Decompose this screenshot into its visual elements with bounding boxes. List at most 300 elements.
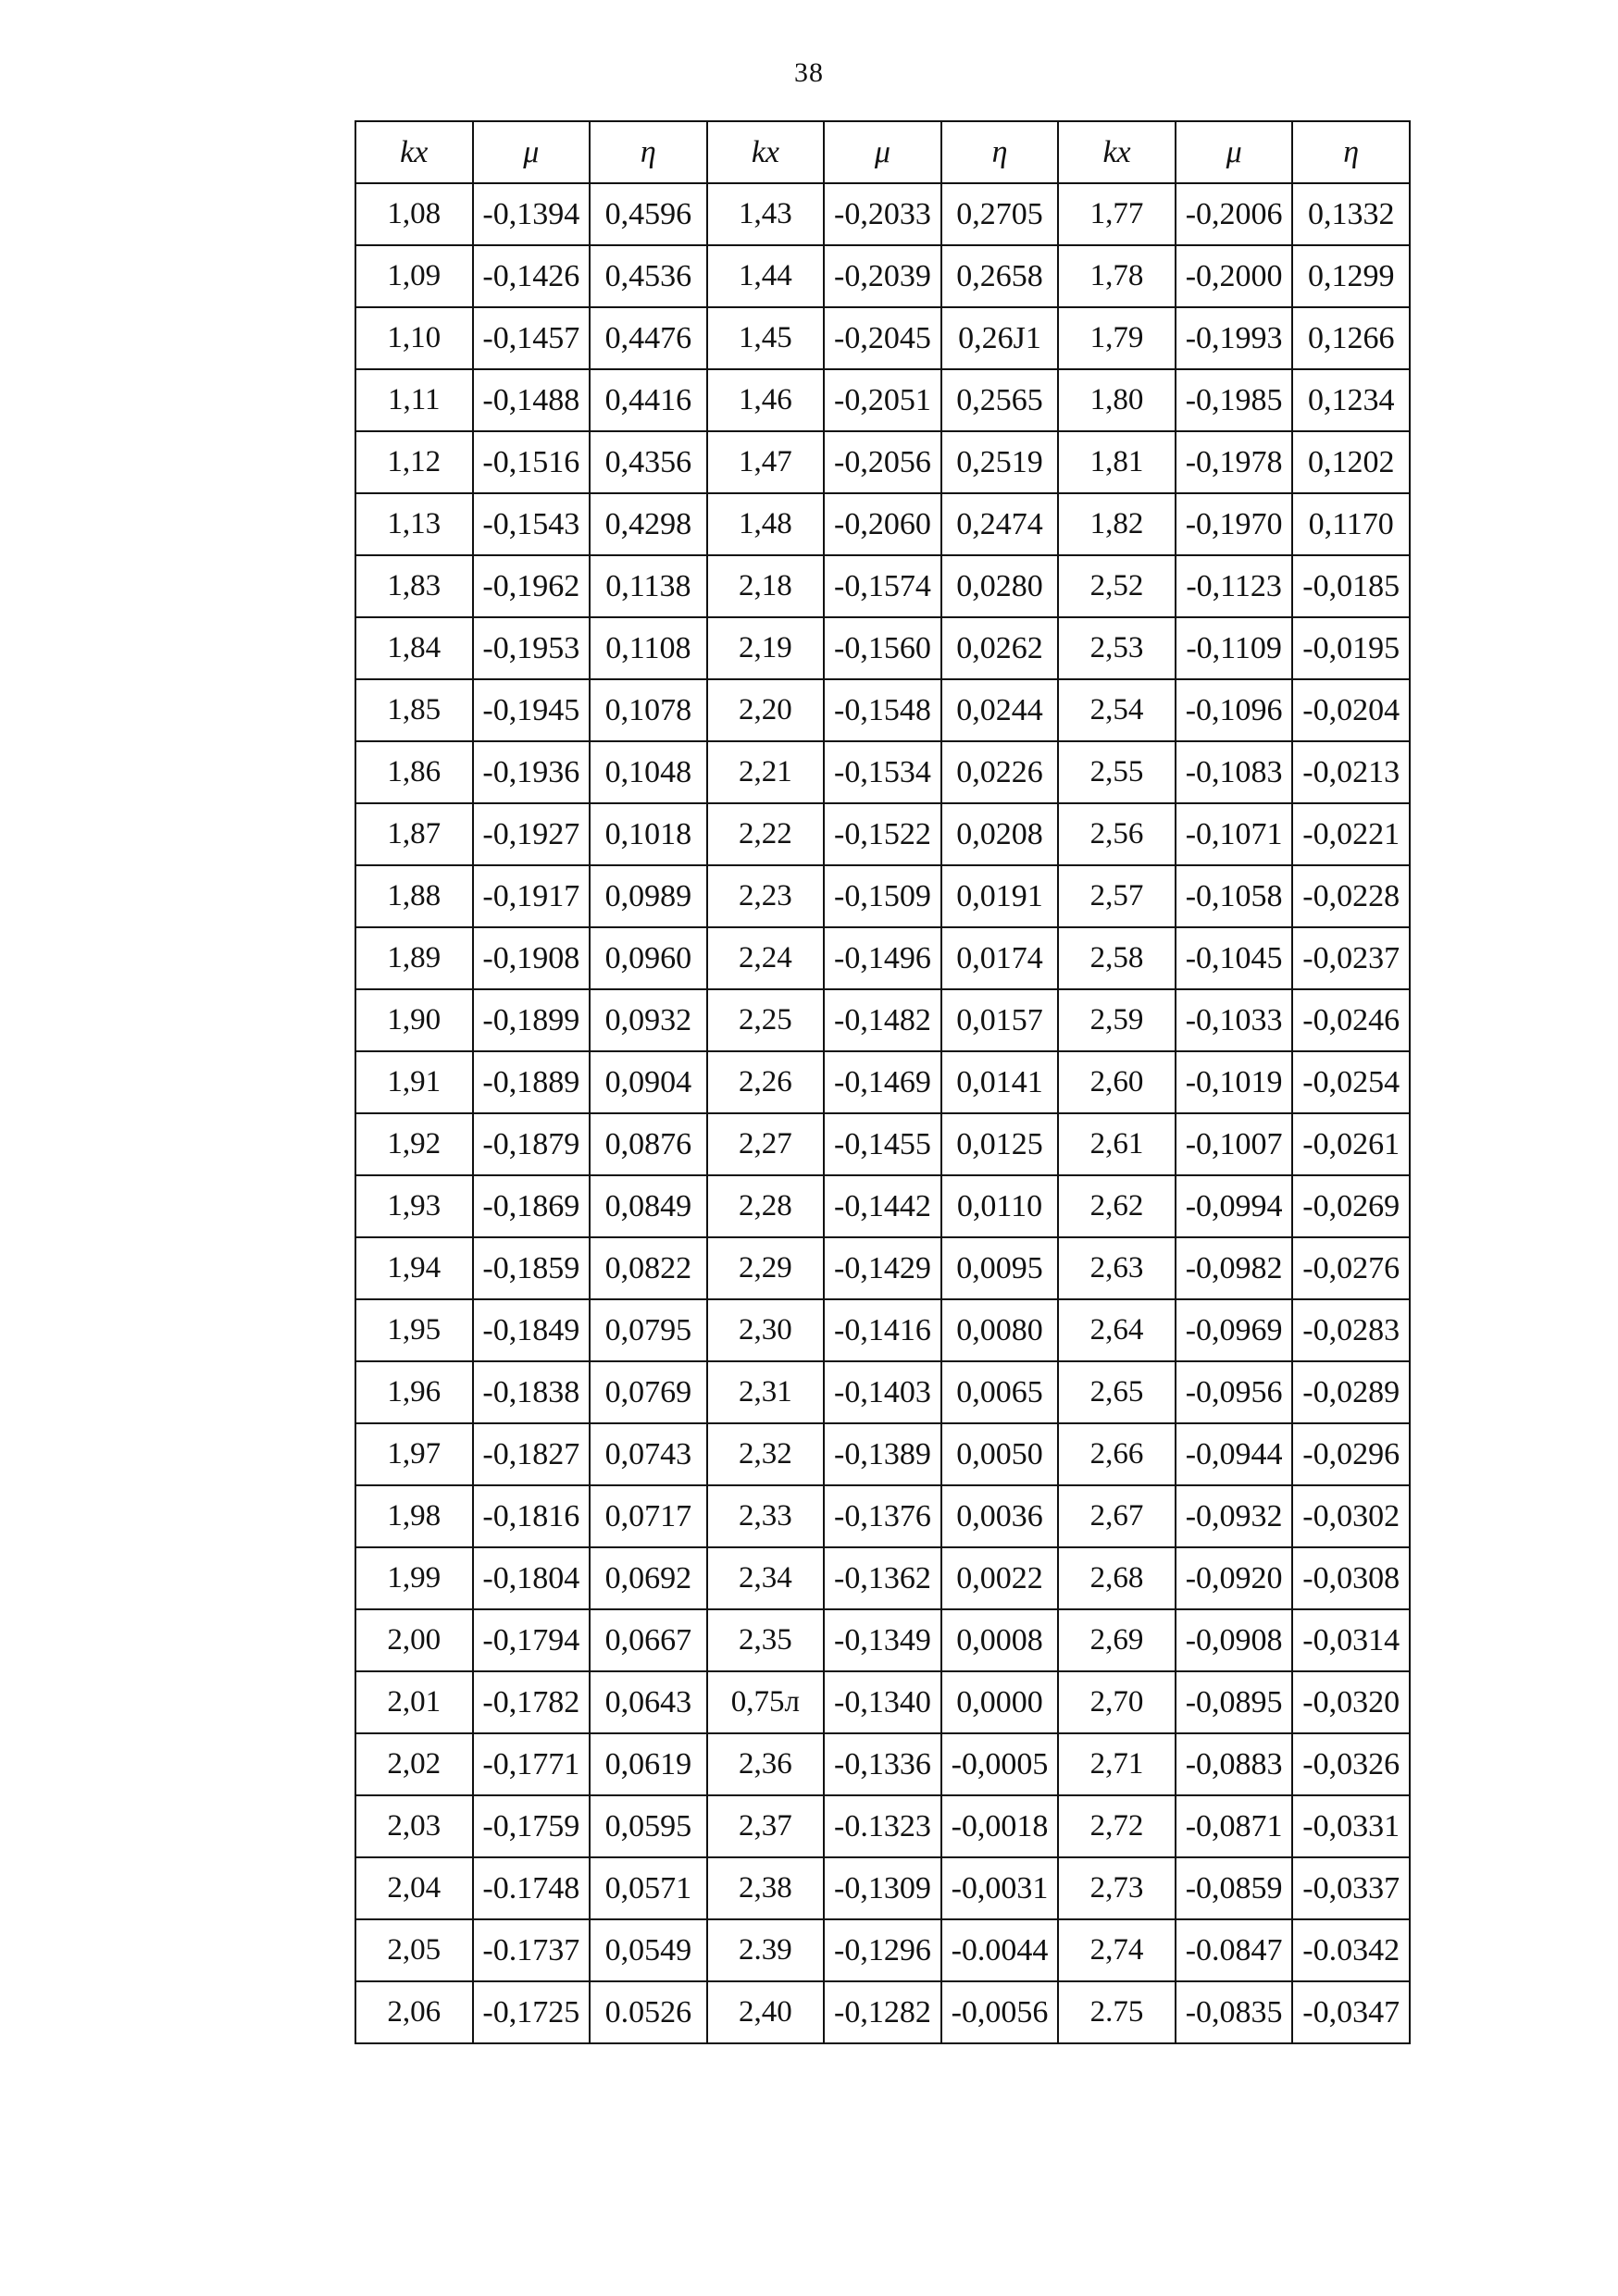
table-cell: 2,21 — [707, 741, 825, 803]
table-cell: -0,1109 — [1176, 617, 1293, 679]
table-cell: 2,33 — [707, 1485, 825, 1547]
table-cell: 1,89 — [355, 927, 473, 989]
table-cell: 0,1138 — [590, 555, 707, 617]
table-cell: -0,0835 — [1176, 1981, 1293, 2043]
header-row — [355, 121, 1410, 183]
table-cell: 1,83 — [355, 555, 473, 617]
table-cell: -0,0228 — [1292, 865, 1410, 927]
table-cell: 2,22 — [707, 803, 825, 865]
table-cell: 0,2474 — [941, 493, 1059, 555]
table-cell: -0,1349 — [824, 1609, 941, 1671]
table-cell: -0,2060 — [824, 493, 941, 555]
table-cell: 0,4416 — [590, 369, 707, 431]
table-cell: 2,69 — [1058, 1609, 1176, 1671]
table-cell: -0,0920 — [1176, 1547, 1293, 1609]
table-cell: 2,60 — [1058, 1051, 1176, 1113]
table-cell: -0,0031 — [941, 1857, 1059, 1919]
table-cell: 0,0262 — [941, 617, 1059, 679]
table-cell: -0,0883 — [1176, 1733, 1293, 1795]
table-cell: 1,46 — [707, 369, 825, 431]
table-cell: 2,62 — [1058, 1175, 1176, 1237]
table-cell: 2,02 — [355, 1733, 473, 1795]
table-cell: 2,71 — [1058, 1733, 1176, 1795]
table-cell: -0,0326 — [1292, 1733, 1410, 1795]
table-cell: 0,1018 — [590, 803, 707, 865]
table-cell: 1,13 — [355, 493, 473, 555]
table-cell: 0,0932 — [590, 989, 707, 1051]
table-row — [355, 1113, 1410, 1175]
table-cell: -0,0018 — [941, 1795, 1059, 1857]
table-row — [355, 1733, 1410, 1795]
table-cell: -0,0908 — [1176, 1609, 1293, 1671]
table-cell: -0,0237 — [1292, 927, 1410, 989]
table-cell: -0,0289 — [1292, 1361, 1410, 1423]
table-cell: -0,1899 — [473, 989, 591, 1051]
table-cell: 1,95 — [355, 1299, 473, 1361]
column-header: μ — [824, 121, 941, 183]
table-cell: -0,1488 — [473, 369, 591, 431]
table-cell: 2,72 — [1058, 1795, 1176, 1857]
table-cell: 1,87 — [355, 803, 473, 865]
table-cell: -0,1362 — [824, 1547, 941, 1609]
table-cell: 2,00 — [355, 1609, 473, 1671]
table-row — [355, 493, 1410, 555]
table-cell: 2,36 — [707, 1733, 825, 1795]
table-cell: 2,34 — [707, 1547, 825, 1609]
table-cell: 2,40 — [707, 1981, 825, 2043]
table-cell: -0,0056 — [941, 1981, 1059, 2043]
table-cell: -0,1071 — [1176, 803, 1293, 865]
table-cell: 0,0244 — [941, 679, 1059, 741]
table-cell: -0,1908 — [473, 927, 591, 989]
table-cell: 0,0050 — [941, 1423, 1059, 1485]
table-cell: -0,1336 — [824, 1733, 941, 1795]
table-cell: 0,0125 — [941, 1113, 1059, 1175]
table-cell: -0,2006 — [1176, 183, 1293, 245]
table-cell: 0,0822 — [590, 1237, 707, 1299]
table-cell: 1,45 — [707, 307, 825, 369]
table-cell: -0,1978 — [1176, 431, 1293, 493]
table-cell: 0,0989 — [590, 865, 707, 927]
table-cell: 2,55 — [1058, 741, 1176, 803]
table-cell: -0,2039 — [824, 245, 941, 307]
table-cell: 0,0743 — [590, 1423, 707, 1485]
table-cell: 0,0022 — [941, 1547, 1059, 1609]
table-row — [355, 307, 1410, 369]
column-header: η — [590, 121, 707, 183]
table-cell: -0,1838 — [473, 1361, 591, 1423]
table-cell: 0,0692 — [590, 1547, 707, 1609]
table-cell: -0,0308 — [1292, 1547, 1410, 1609]
table-cell: -0,1007 — [1176, 1113, 1293, 1175]
table-cell: 0,0876 — [590, 1113, 707, 1175]
table-cell: 1,44 — [707, 245, 825, 307]
table-cell: 0,0226 — [941, 741, 1059, 803]
data-table — [355, 120, 1411, 2044]
table-cell: 1,85 — [355, 679, 473, 741]
table-cell: -0,1469 — [824, 1051, 941, 1113]
table-cell: 0,0849 — [590, 1175, 707, 1237]
table-cell: -0,1548 — [824, 679, 941, 741]
table-cell: 2,59 — [1058, 989, 1176, 1051]
table-cell: 2,52 — [1058, 555, 1176, 617]
table-cell: -0,0302 — [1292, 1485, 1410, 1547]
table-cell: 1,97 — [355, 1423, 473, 1485]
table-cell: 0,2565 — [941, 369, 1059, 431]
table-cell: 0,0960 — [590, 927, 707, 989]
table-cell: 0,0065 — [941, 1361, 1059, 1423]
table-cell: 1,47 — [707, 431, 825, 493]
table-row — [355, 927, 1410, 989]
table-cell: 2,32 — [707, 1423, 825, 1485]
table-cell: 2,74 — [1058, 1919, 1176, 1981]
column-header: μ — [473, 121, 591, 183]
table-cell: -0,0213 — [1292, 741, 1410, 803]
table-cell: -0,1985 — [1176, 369, 1293, 431]
table-cell: 0,0191 — [941, 865, 1059, 927]
table-cell: -0,1962 — [473, 555, 591, 617]
table-cell: -0,1033 — [1176, 989, 1293, 1051]
table-cell: -0,1543 — [473, 493, 591, 555]
table-cell: -0,1429 — [824, 1237, 941, 1299]
table-cell: -0,1725 — [473, 1981, 591, 2043]
table-cell: -0,1403 — [824, 1361, 941, 1423]
table-cell: -0,1426 — [473, 245, 591, 307]
table-cell: 0,0769 — [590, 1361, 707, 1423]
table-row — [355, 1175, 1410, 1237]
table-cell: 2,68 — [1058, 1547, 1176, 1609]
table-cell: 2,35 — [707, 1609, 825, 1671]
table-cell: 0,0208 — [941, 803, 1059, 865]
table-row — [355, 1485, 1410, 1547]
table-cell: -0,1849 — [473, 1299, 591, 1361]
table-cell: -0,1457 — [473, 307, 591, 369]
table-cell: -0,0871 — [1176, 1795, 1293, 1857]
table-cell: 2,73 — [1058, 1857, 1176, 1919]
table-cell: -0,1936 — [473, 741, 591, 803]
table-cell: 0,0000 — [941, 1671, 1059, 1733]
table-row — [355, 1299, 1410, 1361]
table-cell: -0,1058 — [1176, 865, 1293, 927]
table-cell: -0,1096 — [1176, 679, 1293, 741]
table-cell: 0,0667 — [590, 1609, 707, 1671]
table-cell: 1,96 — [355, 1361, 473, 1423]
page-number: 38 — [794, 57, 824, 88]
table-cell: 2,31 — [707, 1361, 825, 1423]
table-row — [355, 555, 1410, 617]
table-cell: 1,92 — [355, 1113, 473, 1175]
column-header: kx — [1058, 121, 1176, 183]
table-cell: 2,03 — [355, 1795, 473, 1857]
table-cell: -0,1869 — [473, 1175, 591, 1237]
table-cell: 0,0110 — [941, 1175, 1059, 1237]
table-cell: -0,1759 — [473, 1795, 591, 1857]
table-cell: 1,11 — [355, 369, 473, 431]
table-cell: -0,1282 — [824, 1981, 941, 2043]
table-cell: -0,1970 — [1176, 493, 1293, 555]
column-header: μ — [1176, 121, 1293, 183]
column-header: kx — [707, 121, 825, 183]
table-cell: 0,26J1 — [941, 307, 1059, 369]
table-cell: -0,1496 — [824, 927, 941, 989]
table-row — [355, 617, 1410, 679]
table-cell: -0,2056 — [824, 431, 941, 493]
table-cell: -0,2000 — [1176, 245, 1293, 307]
table-cell: 0.0526 — [590, 1981, 707, 2043]
table-cell: 0,2519 — [941, 431, 1059, 493]
table-cell: 0,1048 — [590, 741, 707, 803]
table-cell: 2,58 — [1058, 927, 1176, 989]
table-cell: -0,1574 — [824, 555, 941, 617]
table-row — [355, 245, 1410, 307]
table-cell: 0,0157 — [941, 989, 1059, 1051]
table-cell: -0,0944 — [1176, 1423, 1293, 1485]
table-row — [355, 1981, 1410, 2043]
table-cell: 1,10 — [355, 307, 473, 369]
table-cell: -0,0932 — [1176, 1485, 1293, 1547]
table-cell: -0,1296 — [824, 1919, 941, 1981]
table-cell: 0,1266 — [1292, 307, 1410, 369]
table-cell: 2,70 — [1058, 1671, 1176, 1733]
table-cell: -0,1309 — [824, 1857, 941, 1919]
table-row — [355, 183, 1410, 245]
table-cell: 0,0174 — [941, 927, 1059, 989]
table-cell: 1,77 — [1058, 183, 1176, 245]
table-cell: -0,1889 — [473, 1051, 591, 1113]
table-cell: 2,20 — [707, 679, 825, 741]
table-cell: 0,0549 — [590, 1919, 707, 1981]
table-cell: 2,65 — [1058, 1361, 1176, 1423]
table-cell: 1,09 — [355, 245, 473, 307]
table-cell: -0,0221 — [1292, 803, 1410, 865]
table-cell: 1,80 — [1058, 369, 1176, 431]
table-cell: -0,1482 — [824, 989, 941, 1051]
table-cell: 2,64 — [1058, 1299, 1176, 1361]
table-cell: -0,0320 — [1292, 1671, 1410, 1733]
table-cell: 2,18 — [707, 555, 825, 617]
table-cell: 0,1202 — [1292, 431, 1410, 493]
table-row — [355, 1361, 1410, 1423]
table-cell: 0,4356 — [590, 431, 707, 493]
table-cell: 1,84 — [355, 617, 473, 679]
table-cell: -0,0895 — [1176, 1671, 1293, 1733]
table-cell: 2.39 — [707, 1919, 825, 1981]
table-cell: 0,0008 — [941, 1609, 1059, 1671]
table-cell: -0,0314 — [1292, 1609, 1410, 1671]
table-cell: -0.1737 — [473, 1919, 591, 1981]
table-cell: -0,1827 — [473, 1423, 591, 1485]
table-cell: 0,4536 — [590, 245, 707, 307]
table-cell: -0,1442 — [824, 1175, 941, 1237]
table-cell: -0,1389 — [824, 1423, 941, 1485]
table-cell: 2,53 — [1058, 617, 1176, 679]
table-cell: -0,0283 — [1292, 1299, 1410, 1361]
table-cell: 0,0595 — [590, 1795, 707, 1857]
table-row — [355, 1671, 1410, 1733]
table-cell: -0,1376 — [824, 1485, 941, 1547]
table-cell: -0,1083 — [1176, 741, 1293, 803]
table-cell: -0,1416 — [824, 1299, 941, 1361]
table-cell: -0.1323 — [824, 1795, 941, 1857]
table-cell: -0,0246 — [1292, 989, 1410, 1051]
table-cell: 2,57 — [1058, 865, 1176, 927]
table-cell: -0,0337 — [1292, 1857, 1410, 1919]
table-cell: -0,0296 — [1292, 1423, 1410, 1485]
table-cell: 0,2705 — [941, 183, 1059, 245]
table-cell: 1,93 — [355, 1175, 473, 1237]
table-cell: 0,4476 — [590, 307, 707, 369]
table-cell: -0,2045 — [824, 307, 941, 369]
table-cell: 2,56 — [1058, 803, 1176, 865]
table-cell: 0,1299 — [1292, 245, 1410, 307]
table-row — [355, 1919, 1410, 1981]
table-row — [355, 803, 1410, 865]
table-cell: -0.0342 — [1292, 1919, 1410, 1981]
table-cell: 0,0795 — [590, 1299, 707, 1361]
table-cell: -0,0185 — [1292, 555, 1410, 617]
table-cell: -0.1748 — [473, 1857, 591, 1919]
table-row — [355, 865, 1410, 927]
column-header: η — [941, 121, 1059, 183]
table-cell: -0.0847 — [1176, 1919, 1293, 1981]
table-cell: -0,1816 — [473, 1485, 591, 1547]
table-cell: -0,0276 — [1292, 1237, 1410, 1299]
table-cell: 0,0080 — [941, 1299, 1059, 1361]
column-header: kx — [355, 121, 473, 183]
table-cell: 0,1078 — [590, 679, 707, 741]
table-cell: 1,86 — [355, 741, 473, 803]
table-cell: 2,24 — [707, 927, 825, 989]
table-cell: 2,26 — [707, 1051, 825, 1113]
table-cell: -0,0204 — [1292, 679, 1410, 741]
table-cell: -0,1771 — [473, 1733, 591, 1795]
table-cell: -0,1045 — [1176, 927, 1293, 989]
table-cell: -0,1394 — [473, 183, 591, 245]
table-row — [355, 1237, 1410, 1299]
table-cell: 2,04 — [355, 1857, 473, 1919]
table-header — [355, 121, 1410, 183]
table-cell: 1,08 — [355, 183, 473, 245]
table-cell: 0,1234 — [1292, 369, 1410, 431]
table-cell: 0,1170 — [1292, 493, 1410, 555]
table-cell: 1,78 — [1058, 245, 1176, 307]
table-cell: -0,0005 — [941, 1733, 1059, 1795]
table-cell: 0,0571 — [590, 1857, 707, 1919]
table-cell: -0,0859 — [1176, 1857, 1293, 1919]
table-cell: 1,82 — [1058, 493, 1176, 555]
table-cell: 2,29 — [707, 1237, 825, 1299]
table-cell: -0,0261 — [1292, 1113, 1410, 1175]
table-cell: -0,0994 — [1176, 1175, 1293, 1237]
table-cell: 1,94 — [355, 1237, 473, 1299]
table-row — [355, 1857, 1410, 1919]
table-cell: 2,28 — [707, 1175, 825, 1237]
table-row — [355, 679, 1410, 741]
table-cell: 1,81 — [1058, 431, 1176, 493]
table-cell: 0,0643 — [590, 1671, 707, 1733]
table-cell: 2,66 — [1058, 1423, 1176, 1485]
table-cell: -0,1455 — [824, 1113, 941, 1175]
table-cell: 2.75 — [1058, 1981, 1176, 2043]
table-cell: 2,61 — [1058, 1113, 1176, 1175]
table-cell: 2,37 — [707, 1795, 825, 1857]
table-cell: -0,1340 — [824, 1671, 941, 1733]
table-cell: -0,1953 — [473, 617, 591, 679]
table-cell: 0,0619 — [590, 1733, 707, 1795]
table-cell: 0,75л — [707, 1671, 825, 1733]
table-cell: 2,06 — [355, 1981, 473, 2043]
table-cell: -0,1019 — [1176, 1051, 1293, 1113]
table-cell: 1,99 — [355, 1547, 473, 1609]
table-cell: 2,23 — [707, 865, 825, 927]
table-cell: 0,0095 — [941, 1237, 1059, 1299]
table-cell: 2,54 — [1058, 679, 1176, 741]
table-cell: 1,91 — [355, 1051, 473, 1113]
table-cell: 1,12 — [355, 431, 473, 493]
table-cell: -0,0969 — [1176, 1299, 1293, 1361]
table-cell: 0,0036 — [941, 1485, 1059, 1547]
table-row — [355, 431, 1410, 493]
table-cell: 0,2658 — [941, 245, 1059, 307]
table-cell: -0,1534 — [824, 741, 941, 803]
table-cell: -0.0044 — [941, 1919, 1059, 1981]
table-cell: -0,1993 — [1176, 307, 1293, 369]
table-cell: -0,1804 — [473, 1547, 591, 1609]
table-cell: -0,2051 — [824, 369, 941, 431]
table-row — [355, 369, 1410, 431]
column-header: η — [1292, 121, 1410, 183]
table-cell: 2,19 — [707, 617, 825, 679]
table-cell: -0,1794 — [473, 1609, 591, 1671]
table-cell: -0,1516 — [473, 431, 591, 493]
table-row — [355, 1423, 1410, 1485]
table-cell: 1,48 — [707, 493, 825, 555]
table-cell: 1,88 — [355, 865, 473, 927]
table-row — [355, 989, 1410, 1051]
table-cell: 1,43 — [707, 183, 825, 245]
table-cell: -0,0195 — [1292, 617, 1410, 679]
table-row — [355, 1609, 1410, 1671]
table-row — [355, 1795, 1410, 1857]
table-cell: 0,0717 — [590, 1485, 707, 1547]
table-cell: -0,1879 — [473, 1113, 591, 1175]
table-cell: 0,4298 — [590, 493, 707, 555]
table-cell: -0,0956 — [1176, 1361, 1293, 1423]
table-cell: -0,0347 — [1292, 1981, 1410, 2043]
table-cell: 2,05 — [355, 1919, 473, 1981]
table-cell: 2,38 — [707, 1857, 825, 1919]
table-cell: 1,98 — [355, 1485, 473, 1547]
table-cell: 1,79 — [1058, 307, 1176, 369]
table-cell: 2,27 — [707, 1113, 825, 1175]
table-cell: -0,1560 — [824, 617, 941, 679]
table-cell: -0,1859 — [473, 1237, 591, 1299]
table-cell: 2,67 — [1058, 1485, 1176, 1547]
table-cell: 2,63 — [1058, 1237, 1176, 1299]
table-cell: 0,0141 — [941, 1051, 1059, 1113]
table-cell: 0,0280 — [941, 555, 1059, 617]
table-cell: -0,1123 — [1176, 555, 1293, 617]
table-cell: 0,1332 — [1292, 183, 1410, 245]
table-cell: 0,4596 — [590, 183, 707, 245]
table-cell: -0,1945 — [473, 679, 591, 741]
table-cell: -0,0269 — [1292, 1175, 1410, 1237]
table-cell: -0,0982 — [1176, 1237, 1293, 1299]
table-row — [355, 1547, 1410, 1609]
table-cell: 2,30 — [707, 1299, 825, 1361]
table-cell: -0,1509 — [824, 865, 941, 927]
table-cell: -0,0331 — [1292, 1795, 1410, 1857]
